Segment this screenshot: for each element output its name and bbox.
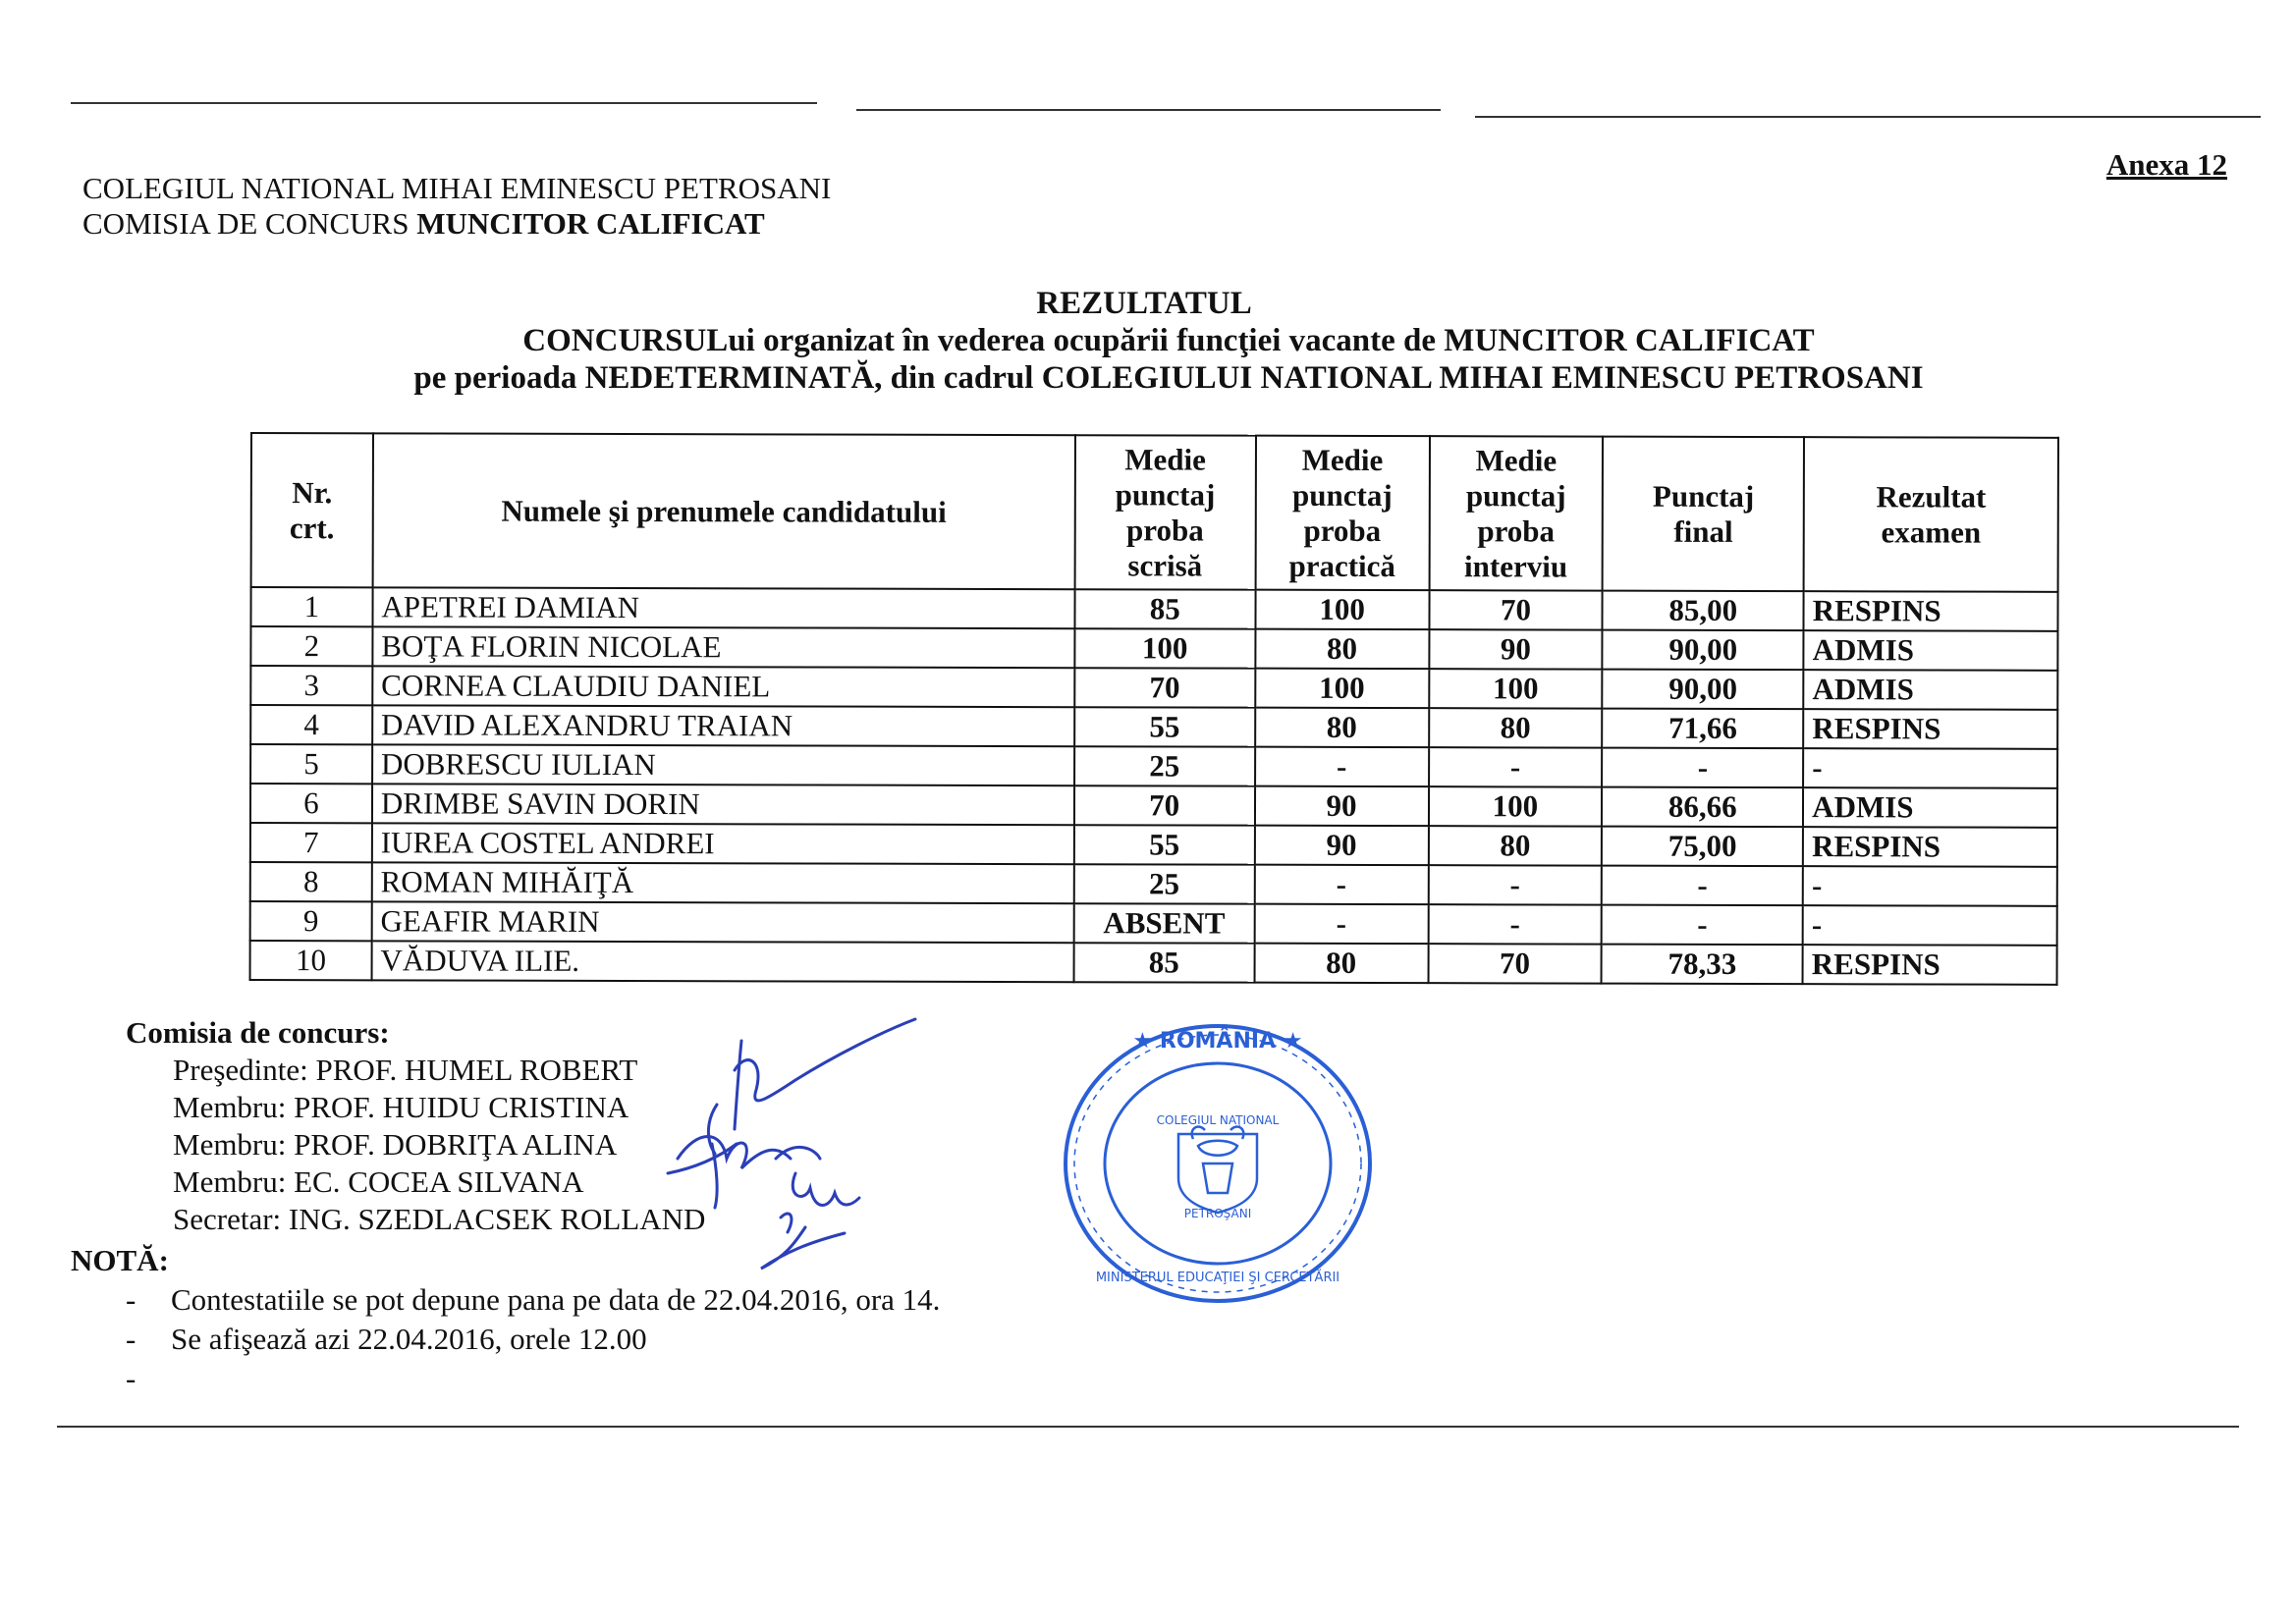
commission-member: Membru: PROF. HUIDU CRISTINA xyxy=(173,1090,629,1124)
header-line: practică xyxy=(1288,548,1396,583)
header-line: interviu xyxy=(1464,548,1568,584)
cell-name: VĂDUVA ILIE. xyxy=(371,941,1073,982)
table-row xyxy=(250,941,2057,985)
cell-written: 25 xyxy=(1073,864,1254,903)
table-row xyxy=(250,626,2057,671)
document-title xyxy=(295,285,2023,397)
cell-interview: 100 xyxy=(1428,786,1602,826)
commission-prefix: COMISIA DE CONCURS xyxy=(82,206,417,241)
cell-nr: 3 xyxy=(250,666,372,705)
cell-practical: 80 xyxy=(1255,629,1429,669)
table-row xyxy=(250,823,2057,867)
cell-written: 55 xyxy=(1074,825,1255,864)
cell-interview: - xyxy=(1429,747,1603,786)
cell-interview: - xyxy=(1428,904,1602,944)
table-row xyxy=(250,901,2057,946)
commission-block xyxy=(126,1014,705,1238)
note-item-text: Contestatiile se pot depune pana pe data de 22.04.2016, ora 14. xyxy=(171,1282,941,1317)
signatures-image xyxy=(648,1011,923,1276)
header-final-score xyxy=(1603,437,1804,592)
cell-final: - xyxy=(1602,748,1803,788)
note-item-text: Se afişează azi 22.04.2016, orele 12.00 xyxy=(171,1322,647,1356)
stamp-school-text: COLEGIUL NAŢIONAL xyxy=(1156,1113,1280,1127)
cell-practical: - xyxy=(1254,904,1428,944)
cell-interview: 80 xyxy=(1429,708,1603,747)
cell-final: 90,00 xyxy=(1603,630,1804,671)
top-rule-right xyxy=(1475,116,2261,118)
header-line: Punctaj xyxy=(1652,478,1755,514)
cell-nr: 10 xyxy=(250,941,372,980)
cell-interview: - xyxy=(1428,865,1602,904)
cell-practical: 90 xyxy=(1255,786,1429,826)
cell-nr: 9 xyxy=(250,901,372,941)
title-line-3: pe perioada NEDETERMINATĂ, din cadrul COLEGIULUI NATIONAL MIHAI EMINESCU PETROSANI xyxy=(413,360,1924,396)
cell-result: RESPINS xyxy=(1803,709,2057,749)
cell-final: 75,00 xyxy=(1602,827,1803,867)
cell-final: 90,00 xyxy=(1603,670,1804,710)
cell-practical: - xyxy=(1255,747,1429,786)
cell-written: 25 xyxy=(1074,746,1255,785)
bullet-dash: - xyxy=(126,1282,137,1317)
cell-written: 55 xyxy=(1074,707,1255,746)
cell-result: ADMIS xyxy=(1803,670,2057,710)
cell-nr: 6 xyxy=(250,784,372,823)
cell-name: CORNEA CLAUDIU DANIEL xyxy=(372,666,1074,707)
top-rule-middle xyxy=(856,109,1441,111)
cell-final: 86,66 xyxy=(1602,787,1803,828)
header-practical-test xyxy=(1255,436,1429,590)
cell-result: RESPINS xyxy=(1803,945,2057,985)
header-line: punctaj xyxy=(1292,477,1393,513)
table-row xyxy=(250,587,2057,631)
table-row xyxy=(250,666,2057,710)
header-nr-line: Nr. xyxy=(292,474,333,510)
cell-name: IUREA COSTEL ANDREI xyxy=(372,823,1074,864)
commission-member: Secretar: ING. SZEDLACSEK ROLLAND xyxy=(173,1202,706,1236)
cell-nr: 8 xyxy=(250,862,372,901)
header-nr xyxy=(251,433,373,587)
cell-nr: 2 xyxy=(250,626,372,666)
header-line: final xyxy=(1673,514,1733,549)
cell-written: 85 xyxy=(1073,943,1254,982)
cell-name: APETREI DAMIAN xyxy=(372,587,1074,628)
cell-nr: 1 xyxy=(250,587,372,626)
header-line: Medie xyxy=(1124,441,1206,477)
header-line: proba xyxy=(1477,513,1556,548)
header-line: punctaj xyxy=(1465,477,1566,514)
header-line: proba xyxy=(1126,512,1204,548)
note-item xyxy=(71,1359,940,1398)
annex-label: Anexa 12 xyxy=(2105,147,2227,182)
header-nr-line: crt. xyxy=(289,510,335,545)
stamp-city-text: PETROŞANI xyxy=(1183,1207,1252,1220)
cell-practical: 90 xyxy=(1254,826,1428,865)
bullet-dash: - xyxy=(126,1361,137,1395)
cell-name: DOBRESCU IULIAN xyxy=(372,744,1074,785)
header-line: Medie xyxy=(1301,442,1384,477)
cell-practical: 80 xyxy=(1254,944,1428,983)
bottom-rule xyxy=(57,1426,2239,1428)
cell-name: DRIMBE SAVIN DORIN xyxy=(372,784,1074,825)
official-stamp xyxy=(1056,1016,1380,1311)
cell-interview: 100 xyxy=(1429,669,1603,708)
title-line-2: CONCURSULui organizat în vederea ocupării funcţiei vacante de MUNCITOR CALIFICAT xyxy=(522,323,1815,358)
cell-practical: 100 xyxy=(1255,669,1429,708)
coat-of-arms-icon xyxy=(1178,1127,1257,1213)
cell-practical: - xyxy=(1254,865,1428,904)
cell-practical: 80 xyxy=(1255,708,1429,747)
cell-interview: 70 xyxy=(1429,590,1603,629)
header-line: examen xyxy=(1881,514,1982,550)
cell-result: RESPINS xyxy=(1803,827,2057,867)
cell-result: ADMIS xyxy=(1803,787,2057,828)
stamp-country-text: ★ ROMÂNIA ★ xyxy=(1132,1029,1303,1054)
cell-interview: 80 xyxy=(1428,826,1602,865)
header-line: scrisă xyxy=(1127,547,1203,583)
cell-written: 100 xyxy=(1074,628,1255,668)
cell-name: ROMAN MIHĂIŢĂ xyxy=(372,862,1074,903)
note-item xyxy=(71,1280,940,1320)
cell-written: ABSENT xyxy=(1073,903,1254,943)
cell-final: - xyxy=(1602,866,1803,906)
cell-result: - xyxy=(1803,866,2057,906)
table-row xyxy=(250,784,2057,828)
cell-practical: 100 xyxy=(1255,590,1429,629)
commission-position: MUNCITOR CALIFICAT xyxy=(416,206,765,241)
table-row xyxy=(250,862,2057,906)
note-block xyxy=(71,1241,940,1398)
bullet-dash: - xyxy=(126,1322,137,1356)
commission-heading: Comisia de concurs: xyxy=(126,1015,390,1050)
note-item xyxy=(71,1320,940,1359)
cell-name: BOŢA FLORIN NICOLAE xyxy=(372,626,1074,668)
cell-result: - xyxy=(1803,905,2057,946)
table-row xyxy=(250,744,2057,788)
cell-result: - xyxy=(1803,748,2057,788)
table-header-row xyxy=(251,433,2058,592)
cell-written: 70 xyxy=(1074,668,1255,707)
header-line: proba xyxy=(1303,513,1382,548)
cell-name: DAVID ALEXANDRU TRAIAN xyxy=(372,705,1074,746)
cell-result: RESPINS xyxy=(1804,591,2058,631)
table-row xyxy=(250,705,2057,749)
cell-nr: 7 xyxy=(250,823,372,862)
commission-name xyxy=(82,206,765,242)
title-line-1: REZULTATUL xyxy=(1036,286,1252,321)
cell-interview: 70 xyxy=(1428,944,1602,983)
cell-final: - xyxy=(1602,905,1803,946)
institution-name: COLEGIUL NATIONAL MIHAI EMINESCU PETROSANI xyxy=(82,171,832,205)
results-table xyxy=(249,432,2059,986)
note-label: NOTĂ: xyxy=(71,1243,169,1277)
header-result xyxy=(1804,437,2058,592)
commission-member: Membru: EC. COCEA SILVANA xyxy=(173,1164,584,1199)
header-name: Numele şi prenumele candidatului xyxy=(372,433,1074,589)
cell-written: 70 xyxy=(1074,785,1255,825)
cell-nr: 4 xyxy=(250,705,372,744)
header-interview xyxy=(1429,436,1603,590)
header-line: Rezultat xyxy=(1876,478,1987,514)
header-line: punctaj xyxy=(1115,476,1216,513)
cell-final: 71,66 xyxy=(1603,709,1804,749)
cell-result: ADMIS xyxy=(1804,630,2058,671)
cell-final: 85,00 xyxy=(1603,591,1804,631)
top-rule-left xyxy=(71,102,817,104)
cell-final: 78,33 xyxy=(1602,945,1803,985)
stamp-ministry-text: MINISTERUL EDUCAŢIEI ŞI CERCETĂRII xyxy=(1095,1271,1340,1285)
commission-member: Membru: PROF. DOBRIŢA ALINA xyxy=(173,1127,618,1162)
cell-nr: 5 xyxy=(250,744,372,784)
header-line: Medie xyxy=(1475,442,1558,477)
cell-name: GEAFIR MARIN xyxy=(372,901,1074,943)
header-written-test xyxy=(1074,435,1255,589)
cell-interview: 90 xyxy=(1429,629,1603,669)
cell-written: 85 xyxy=(1074,589,1255,628)
commission-member: Preşedinte: PROF. HUMEL ROBERT xyxy=(173,1053,638,1087)
